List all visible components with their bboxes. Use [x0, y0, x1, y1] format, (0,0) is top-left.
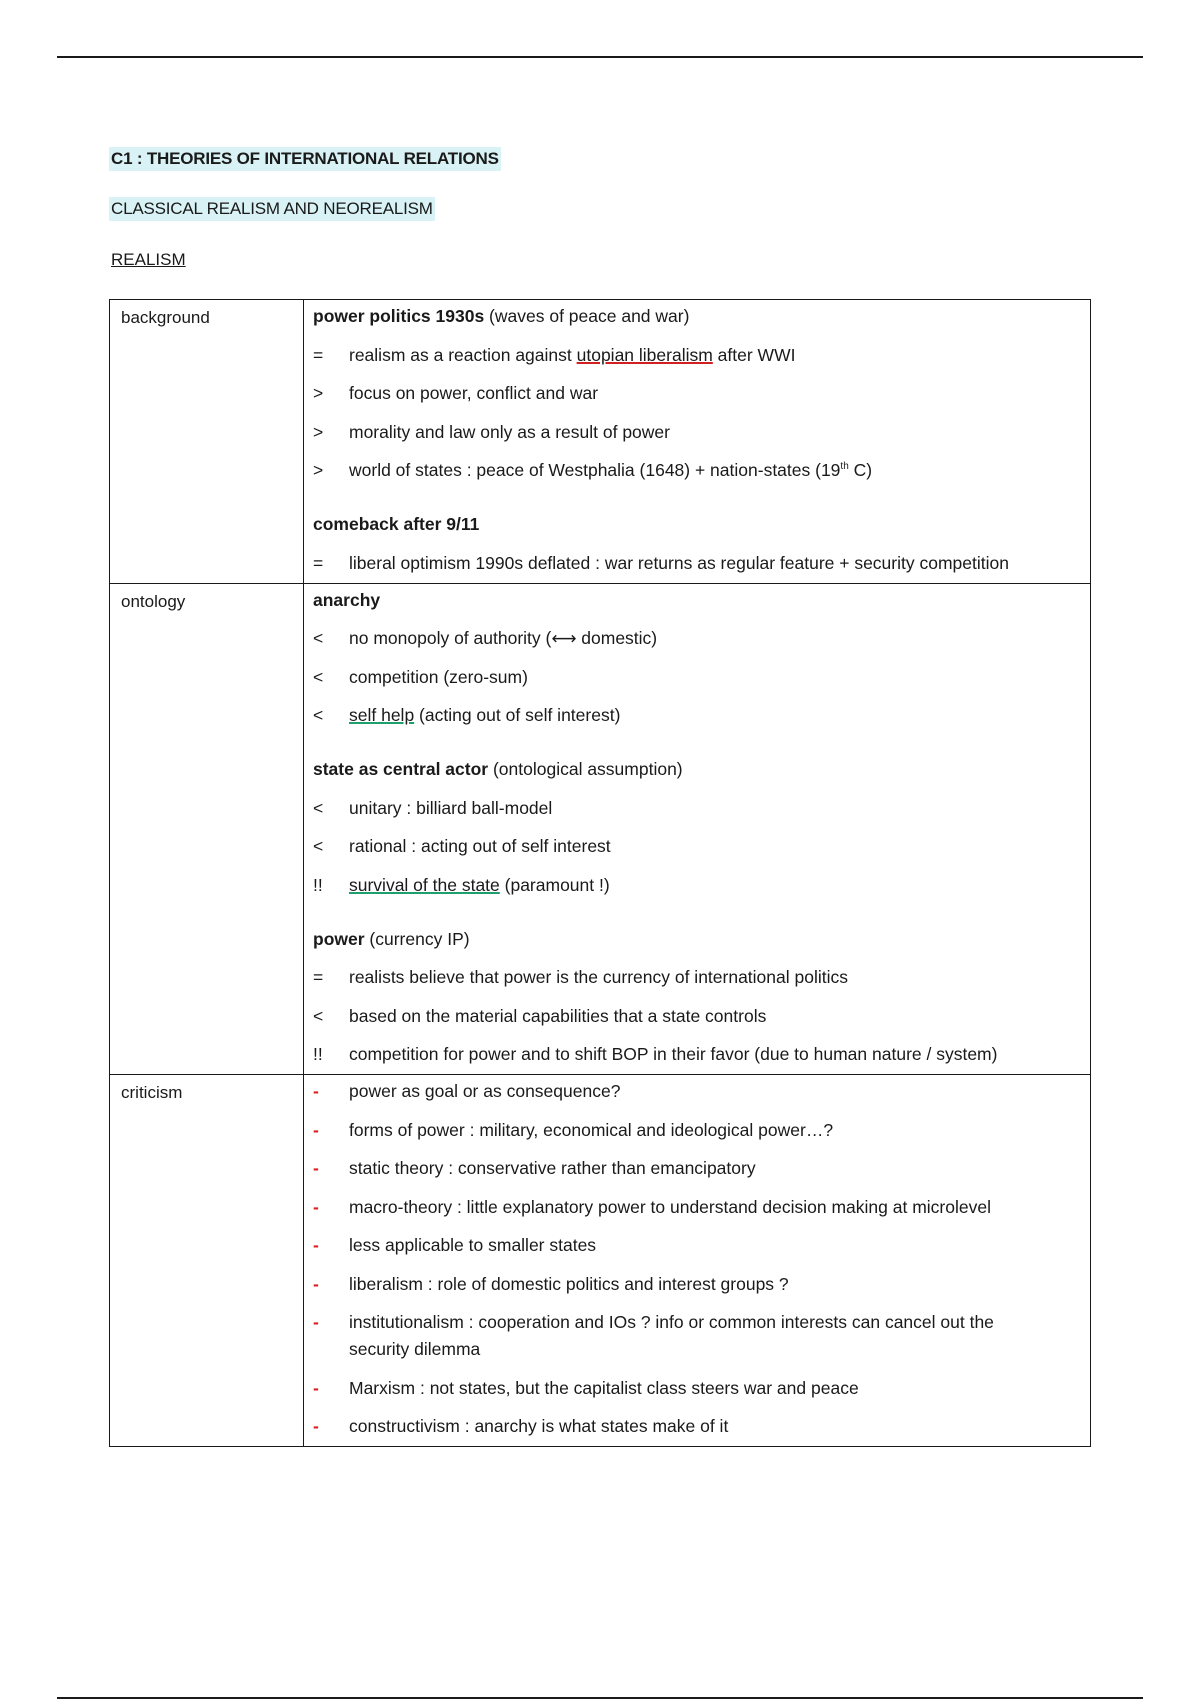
list-item: - liberalism : role of domestic politics and interest groups ? — [313, 1273, 789, 1294]
topic-heading: state as central actor (ontological assumption) — [313, 759, 683, 779]
list-item: = liberal optimism 1990s deflated : war returns as regular feature + security competition — [313, 552, 1009, 573]
list-item: > morality and law only as a result of power — [313, 421, 670, 442]
list-item: = realism as a reaction against utopian liberalism after WWI — [313, 344, 796, 365]
list-item: - macro-theory : little explanatory power to understand decision making at microlevel — [313, 1196, 991, 1217]
list-item-continuation: security dilemma — [349, 1339, 481, 1359]
list-item: < unitary : billiard ball-model — [313, 797, 553, 818]
list-item: - power as goal or as consequence? — [313, 1081, 621, 1101]
section-heading: REALISM — [111, 250, 186, 269]
list-item: < competition (zero-sum) — [313, 666, 528, 687]
row-content-ontology — [304, 583, 1091, 1075]
row-label-criticism: criticism — [110, 1075, 304, 1447]
row-content-criticism — [304, 1075, 1091, 1447]
list-item: < rational : acting out of self interest — [313, 836, 611, 856]
row-label-background: background — [110, 300, 304, 584]
row-content-background — [304, 300, 1091, 584]
list-item: - static theory : conservative rather than emancipatory — [313, 1158, 756, 1178]
topic-heading: comeback after 9/11 — [313, 514, 480, 534]
list-item: !! competition for power and to shift BOP in their favor (due to human nature / system) — [313, 1044, 998, 1064]
list-item: - less applicable to smaller states — [313, 1235, 597, 1255]
table-row — [110, 300, 1091, 584]
notes-table — [109, 299, 1091, 1447]
list-item: < no monopoly of authority (⟷ domestic) — [313, 628, 658, 648]
list-item: = realists believe that power is the currency of international politics — [313, 967, 848, 987]
page-footer-rule — [57, 1697, 1143, 1699]
page-header-rule — [57, 56, 1143, 58]
list-item: < based on the material capabilities that a state controls — [313, 1005, 767, 1026]
list-item: > world of states : peace of Westphalia (1648) + nation-states (19th C) — [313, 460, 873, 480]
table-row — [110, 583, 1091, 1075]
row-label-ontology: ontology — [110, 583, 304, 1075]
document-title: C1 : THEORIES OF INTERNATIONAL RELATIONS — [109, 147, 501, 171]
list-item: - constructivism : anarchy is what states make of it — [313, 1416, 729, 1436]
topic-heading: power (currency IP) — [313, 928, 470, 949]
topic-heading: anarchy — [313, 589, 381, 610]
list-item: - forms of power : military, economical and ideological power…? — [313, 1119, 834, 1140]
list-item: - institutionalism : cooperation and IOs ? info or common interests can cancel out the — [313, 1312, 994, 1332]
topic-heading: power politics 1930s (waves of peace and war) — [313, 306, 690, 326]
list-item: !! survival of the state (paramount !) — [313, 874, 610, 895]
list-item: - Marxism : not states, but the capitalist class steers war and peace — [313, 1377, 859, 1398]
list-item: > focus on power, conflict and war — [313, 383, 599, 403]
table-row — [110, 1075, 1091, 1447]
list-item: < self help (acting out of self interest) — [313, 705, 621, 725]
document-subtitle: CLASSICAL REALISM AND NEOREALISM — [109, 197, 435, 221]
